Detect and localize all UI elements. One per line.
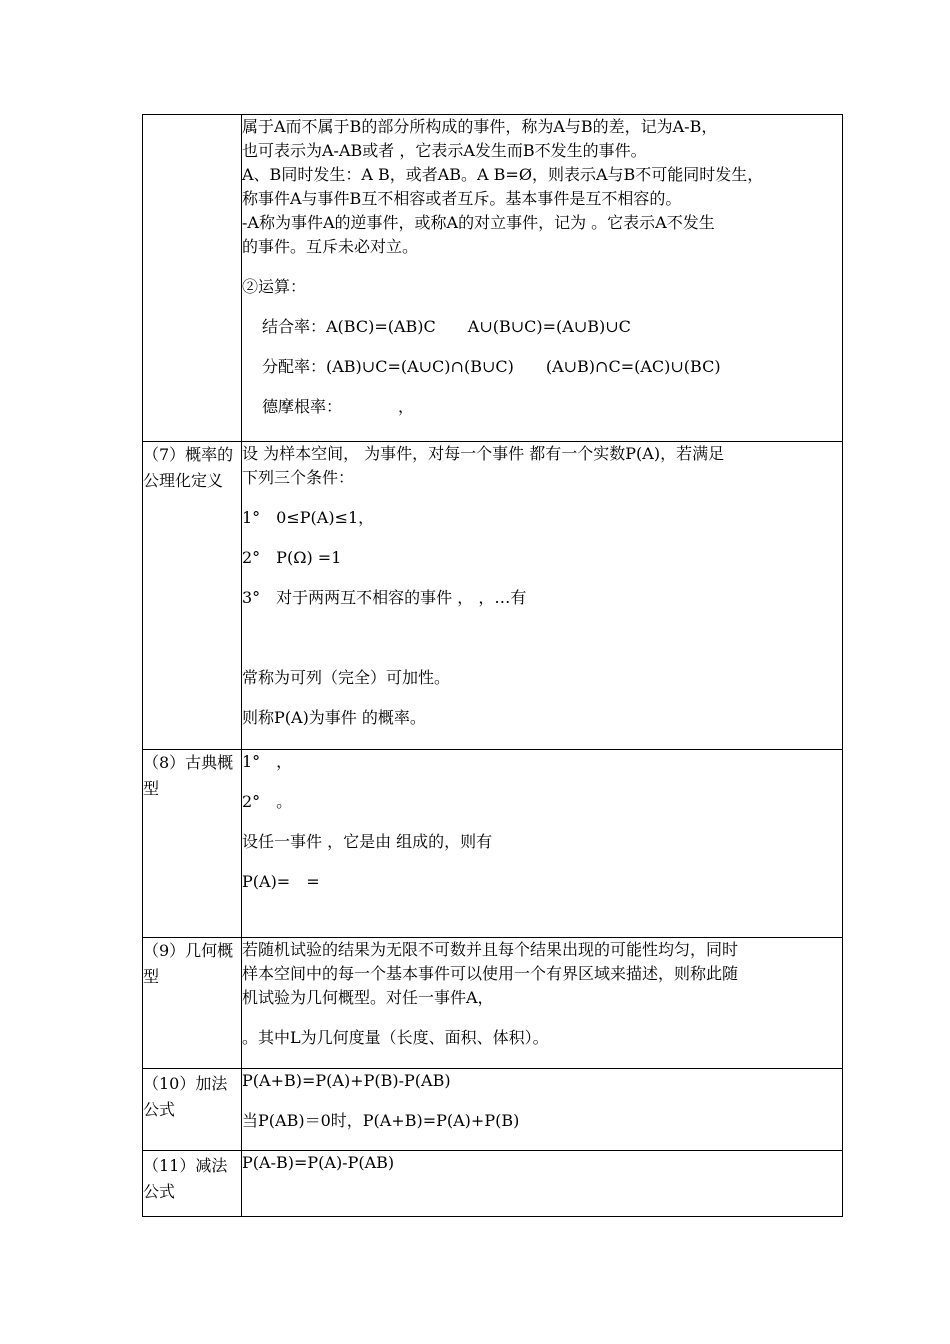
text-line: A、B同时发生：A B，或者AB。A B=Ø，则表示A与B不可能同时发生，	[242, 165, 764, 184]
row-label: （9）几何概型	[143, 938, 242, 1069]
text-line: 若随机试验的结果为无限不可数并且每个结果出现的可能性均匀，同时	[242, 940, 739, 959]
text-line: -A称为事件A的逆事件，或称A的对立事件，记为 。它表示A不发生	[242, 213, 715, 232]
table-row	[143, 442, 843, 750]
text-line: 设 为样本空间， 为事件，对每一个事件 都有一个实数P(A)，若满足	[242, 444, 725, 463]
row-label: （8）古典概型	[143, 750, 242, 938]
text-line: 样本空间中的每一个基本事件可以使用一个有界区域来描述，则称此随	[242, 964, 739, 983]
text-line: 属于A而不属于B的部分所构成的事件，称为A与B的差，记为A-B，	[242, 117, 718, 136]
text-line: 则称P(A)为事件 的概率。	[242, 708, 426, 727]
text-line: 也可表示为A-AB或者 ，它表示A发生而B不发生的事件。	[242, 141, 647, 160]
row-content	[242, 1069, 843, 1151]
text-line: 称事件A与事件B互不相容或者互斥。基本事件是互不相容的。	[242, 189, 682, 208]
row-content	[242, 115, 843, 442]
text-line: 分配率：(AB)∪C=(A∪C)∩(B∪C) (A∪B)∩C=(AC)∪(BC)	[262, 357, 721, 376]
row-content	[242, 938, 843, 1069]
row-label	[143, 115, 242, 442]
table-row	[143, 115, 843, 442]
row-content	[242, 442, 843, 750]
text-line: 3° 对于两两互不相容的事件 ， ，…有	[242, 588, 527, 607]
text-line: 常称为可列（完全）可加性。	[242, 668, 451, 687]
text-line: 下列三个条件：	[242, 468, 355, 487]
text-line: 1° 0≤P(A)≤1，	[242, 508, 375, 527]
text-line: 的事件。互斥未必对立。	[242, 237, 419, 256]
text-line: 机试验为几何概型。对任一事件A，	[242, 988, 494, 1007]
text-line: 。其中L为几何度量（长度、面积、体积）。	[242, 1028, 549, 1047]
text-line: 设任一事件 ，它是由 组成的，则有	[242, 832, 493, 851]
table-row	[143, 1069, 843, 1151]
text-line: 德摩根率： ，	[262, 397, 415, 416]
text-line: 当P(AB)＝0时，P(A+B)=P(A)+P(B)	[242, 1111, 520, 1130]
text-line: P(A-B)=P(A)-P(AB)	[242, 1153, 395, 1172]
table-row	[143, 938, 843, 1069]
text-line: 2° P(Ω) =1	[242, 548, 342, 567]
row-label: （10）加法公式	[143, 1069, 242, 1151]
row-content	[242, 750, 843, 938]
table-row	[143, 1151, 843, 1217]
text-line: 2° 。	[242, 792, 293, 811]
row-label: （7）概率的公理化定义	[143, 442, 242, 750]
formula-table	[142, 114, 843, 1217]
row-label: （11）减法公式	[143, 1151, 242, 1217]
table-row	[143, 750, 843, 938]
text-line: 1° ，	[242, 752, 293, 771]
text-line: 结合率：A(BC)=(AB)C A∪(B∪C)=(A∪B)∪C	[262, 317, 631, 336]
text-line: P(A+B)=P(A)+P(B)-P(AB)	[242, 1071, 451, 1090]
text-line: P(A)= =	[242, 872, 320, 891]
row-content	[242, 1151, 843, 1217]
text-line: ②运算：	[242, 277, 307, 296]
